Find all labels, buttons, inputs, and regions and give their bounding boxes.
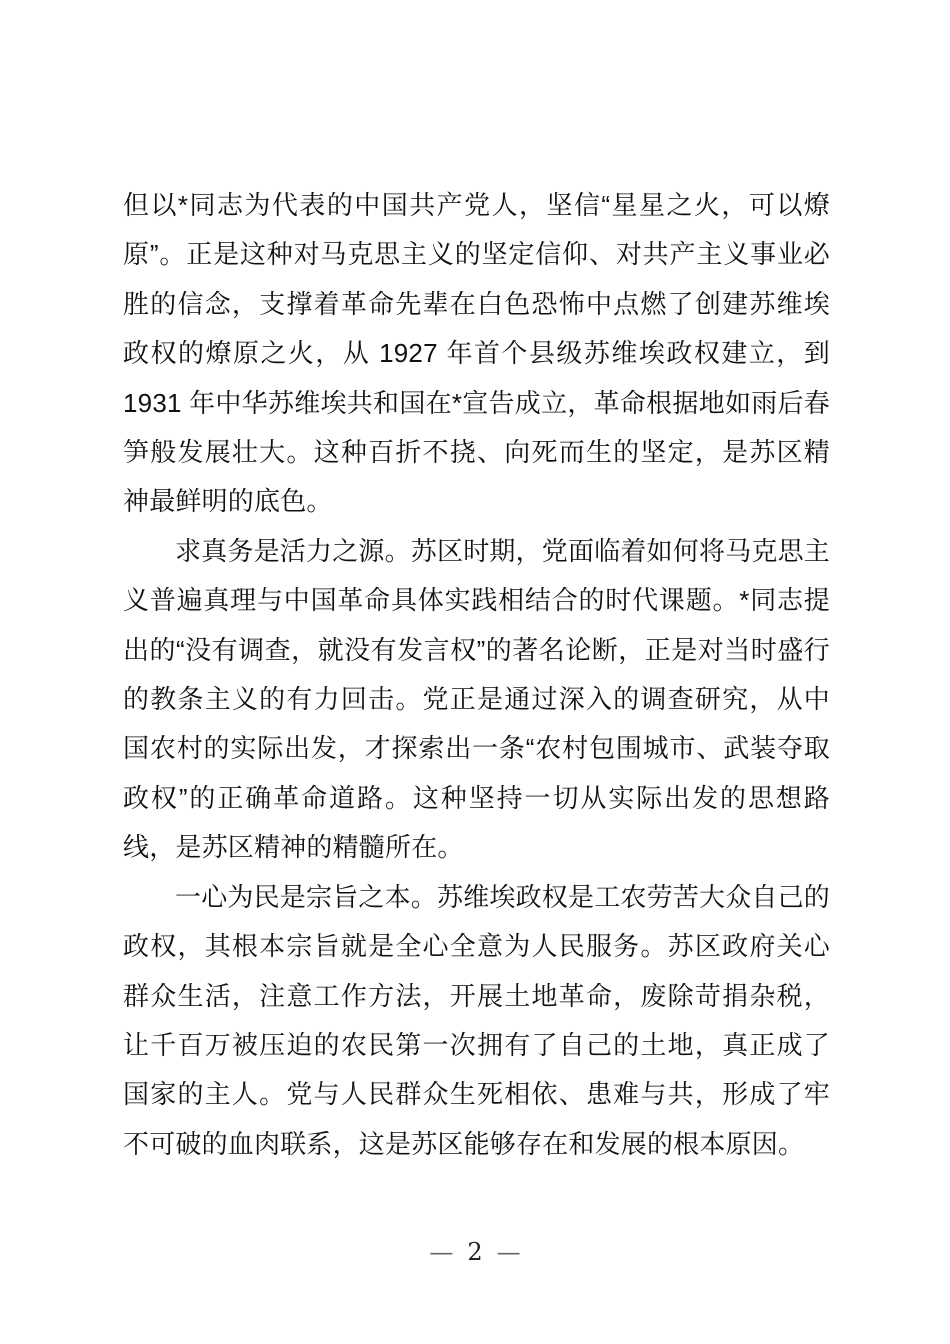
page-footer [0, 1236, 950, 1269]
paragraph-seeking-truth: 求真务是活力之源。苏区时期，党面临着如何将马克思主义普遍真理与中国革命具体实践相结合的时代课题。*同志提出的“没有调查，就没有发言权”的著名论断，正是对当时盛行的教条主义的有力回击。党正是通过深入的调查研究，从中国农村的实际出发，才探索出一条“农村包围城市、武装夺取政权”的正确革命道路。这种坚持一切从实际出发的思想路线，是苏区精神的精髓所在。 [123, 535, 831, 863]
page-number: 2 [467, 1238, 483, 1266]
document-body [123, 181, 830, 1169]
paragraph-serving-people: 一心为民是宗旨之本。苏维埃政权是工农劳苦大众自己的政权，其根本宗旨就是全心全意为人民服务。苏区政府关心群众生活，注意工作方法，开展土地革命，废除苛捐杂税，让千百万被压迫的农民第一次拥有了自己的土地，真正成了国家的主人。党与人民群众生死相依、患难与共，形成了牢不可破的血肉联系，这是苏区能够存在和发展的根本原因。 [123, 881, 831, 1159]
paragraph-continuation: 但以*同志为代表的中国共产党人，坚信“星星之火，可以燎原”。正是这种对马克思主义的坚定信仰、对共产主义事业必胜的信念，支撑着革命先辈在白色恐怖中点燃了创建苏维埃政权的燎原之火，从 1927 年首个县级苏维埃政权建立，到 1931 年中华苏维埃共和国在*宣告成立，革命根据地如雨后春笋般发展壮大。这种百折不挠、向死而生的坚定，是苏区精神最鲜明的底色。 [123, 190, 830, 517]
footer-dash-right: — [496, 1238, 521, 1266]
footer-dash-left: — [429, 1238, 454, 1266]
